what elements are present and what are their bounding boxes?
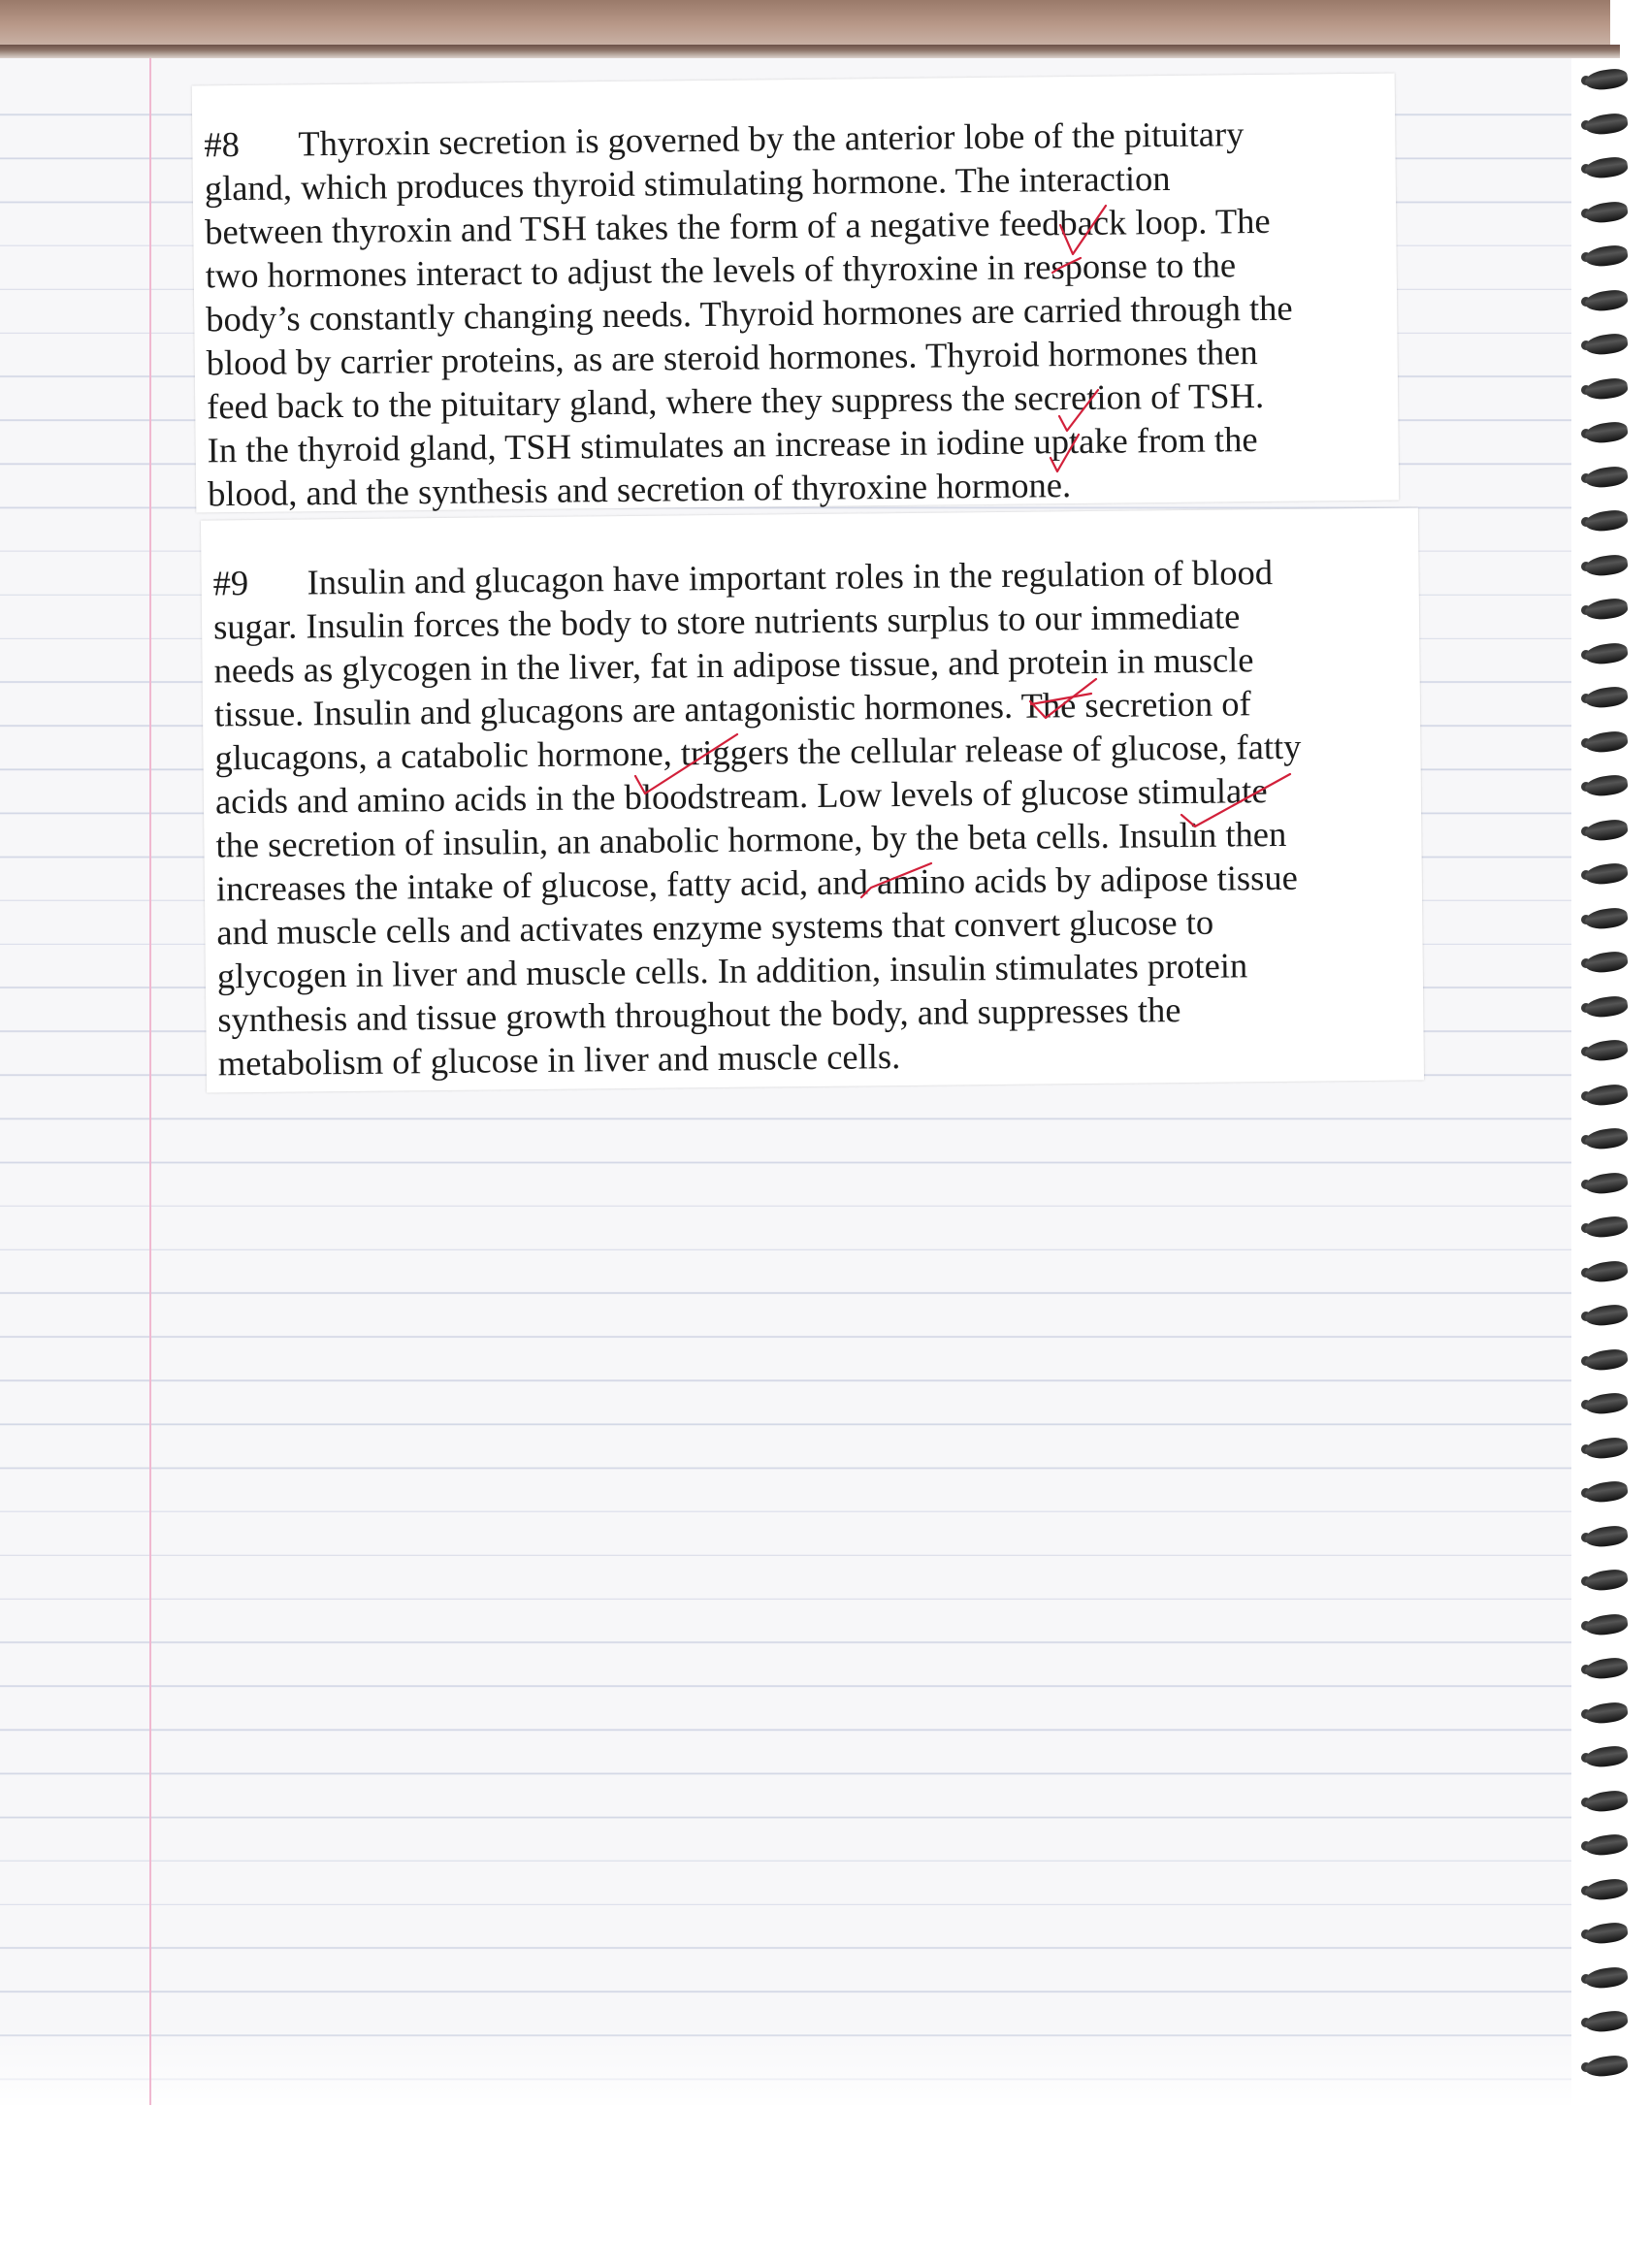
answer-8-line: blood, and the synthesis and secretion of thyroxine hormone. (207, 465, 1072, 514)
check-mark (1060, 206, 1106, 254)
answer-8-line: gland, which produces thyroid stimulating hormone. The interaction (204, 157, 1171, 209)
answer-9-number: #9 (212, 563, 249, 603)
answer-9-line: glucagons, a catabolic hormone, triggers the cellular release of glucose, fatty (214, 726, 1302, 778)
answer-9-line: needs as glycogen in the liver, fat in adipose tissue, and protein in muscle (213, 639, 1254, 691)
answer-8-line: blood by carrier proteins, as are steroid hormones. Thyroid hormones then (206, 332, 1258, 383)
answer-9-line: increases the intake of glucose, fatty acid, and amino acids by adipose tissue (215, 857, 1299, 909)
answer-8-line: two hormones interact to adjust the levels of thyroxine in response to the (205, 244, 1237, 296)
check-mark (861, 863, 931, 897)
answer-9-line: the secretion of insulin, an anabolic hormone, by the beta cells. Insulin then (215, 813, 1287, 865)
answer-8-line: In the thyroid gland, TSH stimulates an increase in iodine uptake from the (207, 419, 1258, 470)
answer-9-line: acids and amino acids in the bloodstream. Low levels of glucose stimulate (214, 770, 1268, 822)
answer-8-line: #8 Thyroxin secretion is governed by the anterior lobe of the pituitary (204, 113, 1245, 165)
check-mark (1031, 694, 1091, 704)
check-mark (1051, 435, 1079, 471)
answer-9-line: glycogen in liver and muscle cells. In addition, insulin stimulates protein (216, 945, 1248, 996)
check-mark (1059, 390, 1098, 431)
answer-9-line: metabolism of glucose in liver and muscle cells. (217, 1036, 901, 1084)
answer-9-line: sugar. Insulin forces the body to store nutrients surplus to our immediate (212, 596, 1241, 647)
answer-9-line: tissue. Insulin and glucagons are antagonistic hormones. The secretion of (213, 683, 1251, 734)
answer-8-line: between thyroxin and TSH takes the form of a negative feedback loop. The (205, 200, 1271, 252)
check-mark (1181, 774, 1290, 826)
answer-8-number: #8 (204, 123, 241, 165)
answer-9-line: and muscle cells and activates enzyme systems that convert glucose to (216, 901, 1214, 953)
answer-9-line: #9 Insulin and glucagon have important roles in the regulation of blood (212, 552, 1274, 603)
answer-8-line: body’s constantly changing needs. Thyroid hormones are carried through the (206, 287, 1293, 340)
check-mark (1052, 258, 1081, 273)
answer-8-line: feed back to the pituitary gland, where they suppress the secretion of TSH. (206, 374, 1265, 427)
answer-9-line: synthesis and tissue growth throughout the body, and suppresses the (217, 989, 1181, 1040)
check-mark (635, 734, 737, 794)
